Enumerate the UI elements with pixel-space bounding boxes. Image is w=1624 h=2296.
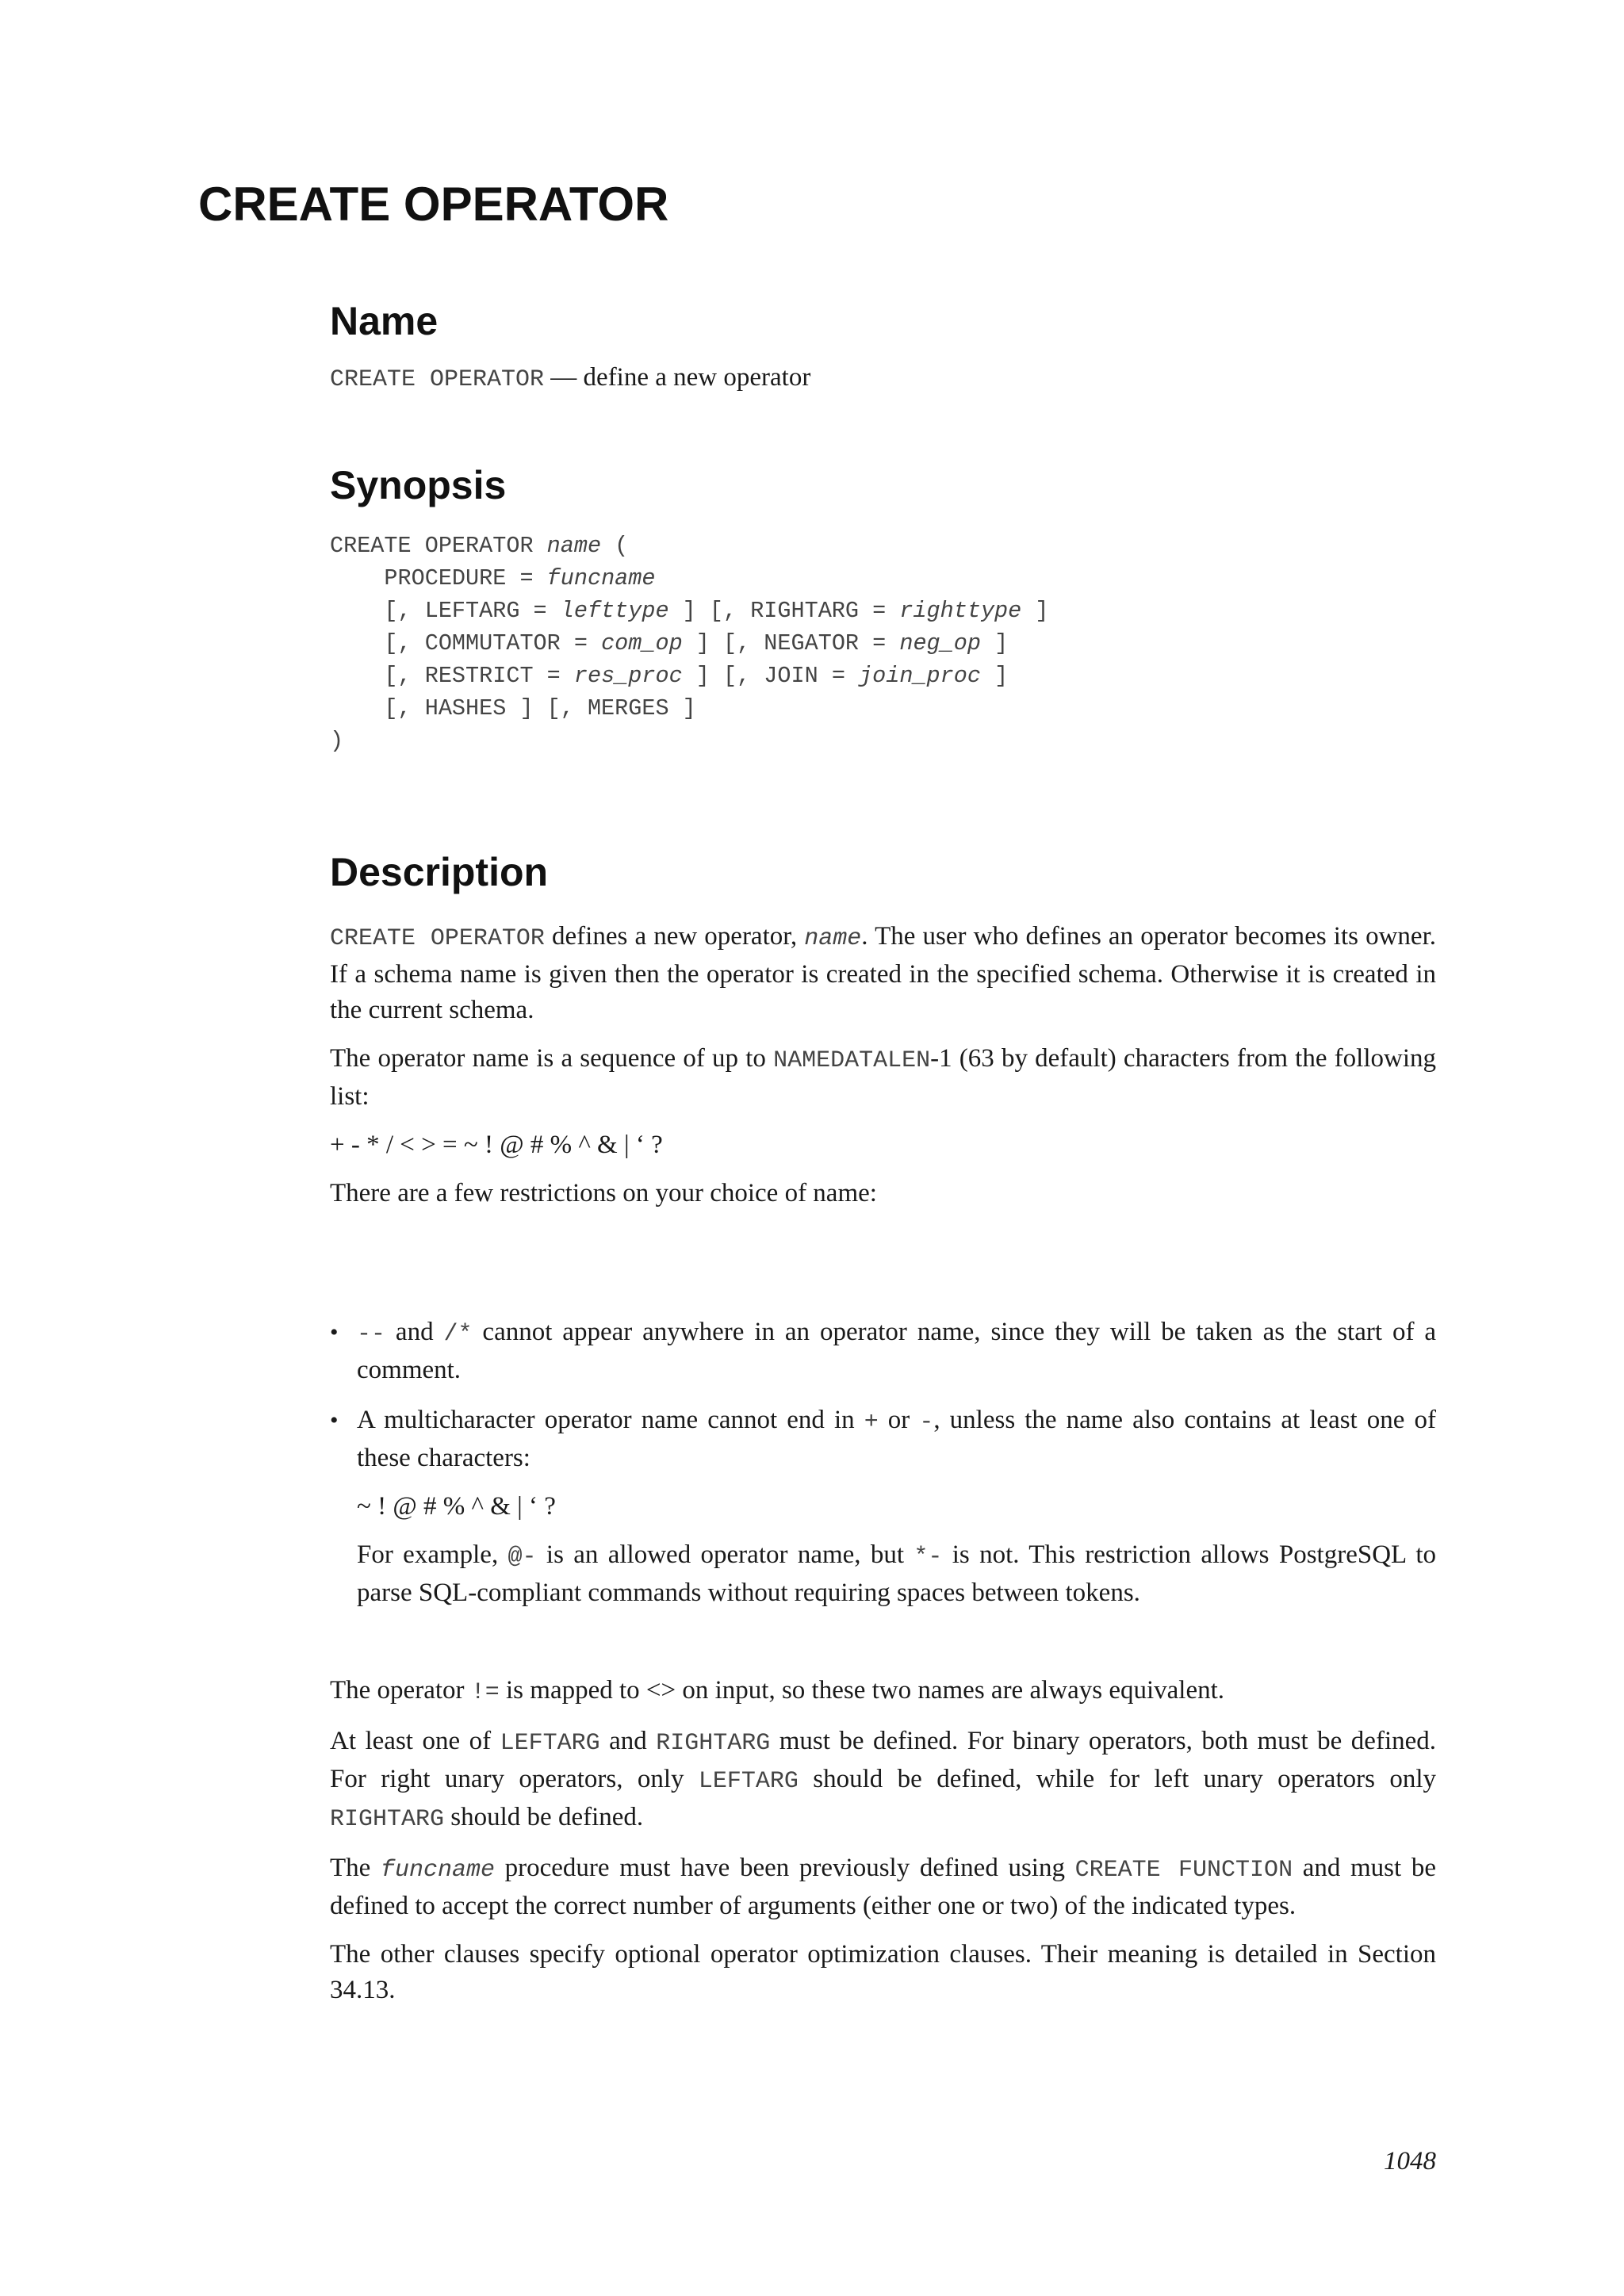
description-paragraph-5: At least one of LEFTARG and RIGHTARG must be defined. For binary operators, both must be defined. For right unary operators, only LEFTARG should be defined, while for left unary operators only RIGHTARG should be defined. bbox=[330, 1727, 1437, 1833]
name-heading: Name bbox=[330, 299, 439, 343]
list-item bbox=[330, 1402, 1436, 1611]
restriction-text: -- and /* cannot appear anywhere in an operator name, since they will be taken as the start of a comment. bbox=[357, 1318, 1436, 1384]
restriction-example: For example, @- is an allowed operator name, but *- is not. This restriction allows PostgreSQL to parse SQL-compliant commands without requiring spaces between tokens. bbox=[357, 1540, 1436, 1607]
operator-char-list: + - * / < > = ~ ! @ # % ^ & | ‘ ? bbox=[330, 1131, 663, 1159]
synopsis-section bbox=[330, 465, 1436, 757]
synopsis-line: ) bbox=[330, 728, 344, 754]
description-continued bbox=[330, 1673, 1436, 2008]
description-paragraph-1: CREATE OPERATOR defines a new operator, name. The user who defines an operator becomes its owner. If a schema name is given then the operator is created in the specified schema. Otherwise it is created in the current schema. bbox=[330, 922, 1436, 1024]
description-paragraph-2: The operator name is a sequence of up to NAMEDATALEN-1 (63 by default) characters from the following list: bbox=[330, 1044, 1436, 1111]
name-summary bbox=[330, 360, 1436, 398]
restrictions-list bbox=[330, 1314, 1436, 1611]
name-section bbox=[330, 301, 1436, 398]
page-title: CREATE OPERATOR bbox=[198, 178, 669, 231]
synopsis-line: [, LEFTARG = lefttype ] [, RIGHTARG = righttype ] bbox=[330, 598, 1049, 624]
bullet-icon: • bbox=[330, 1319, 339, 1345]
description-paragraph-7: The other clauses specify optional operator optimization clauses. Their meaning is detailed in Section 34.13. bbox=[330, 1940, 1436, 2004]
synopsis-code bbox=[330, 530, 1436, 757]
bullet-icon: • bbox=[330, 1407, 339, 1433]
restriction-char-list: ~ ! @ # % ^ & | ‘ ? bbox=[357, 1492, 556, 1521]
command-name: CREATE OPERATOR bbox=[330, 366, 545, 393]
synopsis-line: CREATE OPERATOR name ( bbox=[330, 533, 629, 559]
command-tagline: — define a new operator bbox=[544, 363, 811, 392]
synopsis-heading: Synopsis bbox=[330, 463, 507, 507]
synopsis-line: [, COMMUTATOR = com_op ] [, NEGATOR = neg_op ] bbox=[330, 630, 1009, 656]
description-paragraph-3: There are a few restrictions on your choice of name: bbox=[330, 1179, 877, 1207]
synopsis-line: [, RESTRICT = res_proc ] [, JOIN = join_proc ] bbox=[330, 663, 1009, 689]
list-item bbox=[330, 1314, 1436, 1388]
synopsis-line: [, HASHES ] [, MERGES ] bbox=[330, 695, 696, 721]
synopsis-line: PROCEDURE = funcname bbox=[330, 565, 656, 591]
description-section bbox=[330, 852, 1436, 1211]
description-paragraph-4: The operator != is mapped to <> on input, so these two names are always equivalent. bbox=[330, 1676, 1225, 1706]
page-number: 1048 bbox=[1384, 2147, 1436, 2175]
description-paragraph-6: The funcname procedure must have been previously defined using CREATE FUNCTION and must be defined to accept the correct number of arguments (either one or two) of the indicated types. bbox=[330, 1854, 1436, 1920]
restriction-text: A multicharacter operator name cannot end in + or -, unless the name also contains at least one of these characters: bbox=[357, 1406, 1436, 1472]
description-heading: Description bbox=[330, 850, 549, 894]
